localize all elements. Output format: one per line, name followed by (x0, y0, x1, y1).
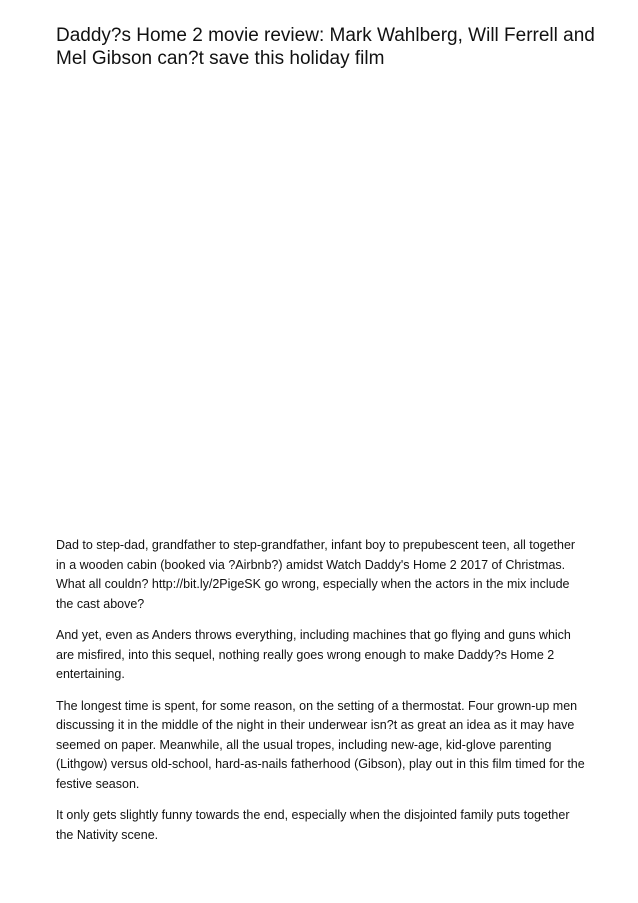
article-title: Daddy?s Home 2 movie review: Mark Wahlberg, Will Ferrell and Mel Gibson can?t save this holiday film (56, 25, 595, 69)
paragraph-1: Dad to step-dad, grandfather to step-grandfather, infant boy to prepubescent teen, all together in a wooden cabin (booked via ?Airbnb?) amidst Watch Daddy's Home 2 2017 of Christmas. What all couldn? http://bit.ly/2PigeSK go wrong, especially when the actors in the mix include the cast above? (56, 538, 576, 611)
paragraph-3: The longest time is spent, for some reason, on the setting of a thermostat. Four grown-up men discussing it in the middle of the night in their underwear isn?t as great an idea as it may have seemed on paper. Meanwhile, all the usual tropes, including new-age, kid-glove parenting (Lithgow) versus old-school, hard-as-nails fatherhood (Gibson), play out in this film timed for the festive season. (56, 698, 585, 791)
paragraph-4: It only gets slightly funny towards the end, especially when the disjointed family puts together the Nativity scene. (56, 808, 570, 842)
article-body (56, 536, 586, 857)
paragraph-2: And yet, even as Anders throws everything, including machines that go flying and guns which are misfired, into this sequel, nothing really goes wrong enough to make Daddy?s Home 2 entertaining. (56, 628, 571, 681)
blank-image-area (56, 80, 582, 520)
